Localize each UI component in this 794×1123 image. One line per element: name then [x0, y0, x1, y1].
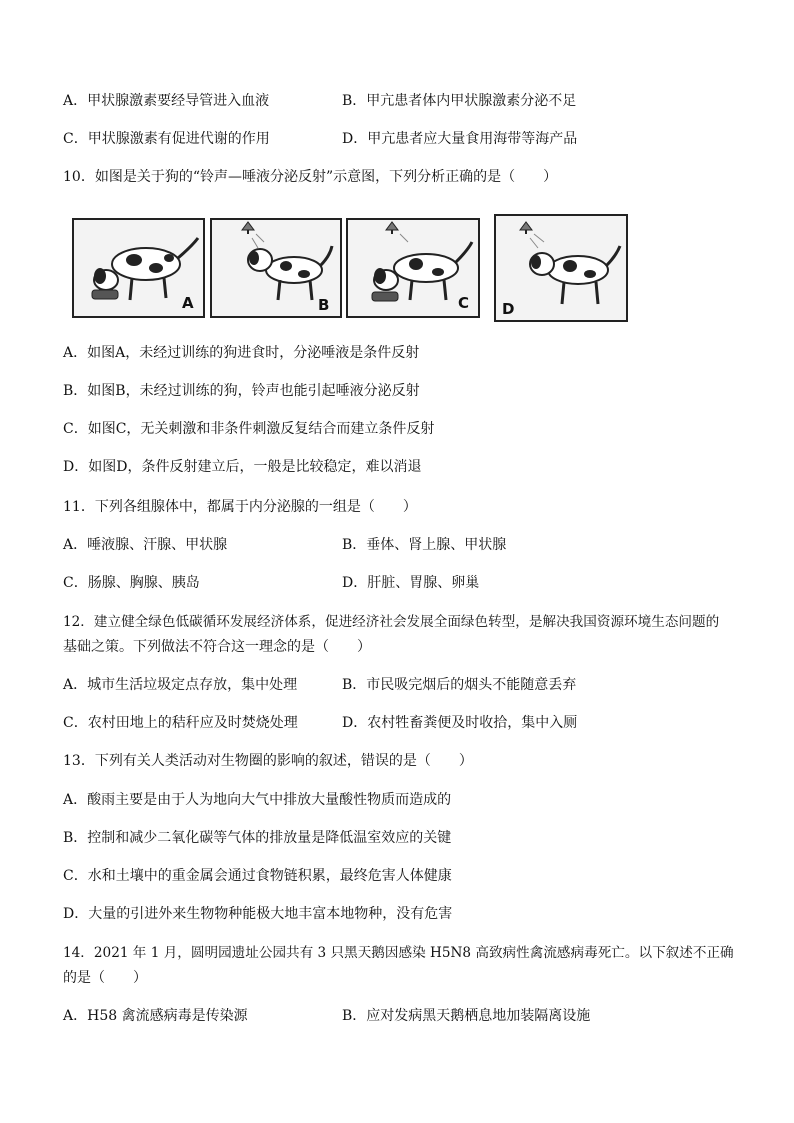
q12-option-d: D．农村牲畜粪便及时收拾，集中入厕	[342, 715, 578, 731]
q11-option-d: D．肝脏、胃腺、卵巢	[342, 575, 480, 591]
q14-option-b: B．应对发病黑天鹅栖息地加装隔离设施	[342, 1008, 591, 1024]
dog-eating-illustration	[74, 220, 203, 316]
figure-panel-d	[494, 214, 628, 322]
dog-bell-eating-illustration	[348, 220, 478, 316]
q12-stem-line2: 基础之策。下列做法不符合这一理念的是（ ）	[63, 639, 371, 655]
q9-option-a: A．甲状腺激素要经导管进入血液	[63, 93, 270, 109]
q11-stem: 11．下列各组腺体中，都属于内分泌腺的一组是（ ）	[63, 499, 417, 515]
q10-option-a: A．如图A，未经过训练的狗进食时，分泌唾液是条件反射	[63, 345, 420, 361]
figure-label-d: D	[502, 300, 515, 318]
q10-stem: 10．如图是关于狗的“铃声—唾液分泌反射”示意图，下列分析正确的是（ ）	[63, 169, 558, 185]
q14-stem-line2: 的是（ ）	[63, 970, 147, 986]
figure-panel-a	[72, 218, 205, 318]
q14-stem-line1: 14．2021 年 1 月，圆明园遗址公园共有 3 只黑天鹅因感染 H5N8 高致病性禽流感病毒死亡。以下叙述不正确	[63, 945, 734, 961]
q13-option-a: A．酸雨主要是由于人为地向大气中排放大量酸性物质而造成的	[63, 792, 452, 808]
figure-label-a: A	[182, 294, 194, 312]
q11-option-c: C．肠腺、胸腺、胰岛	[63, 575, 200, 591]
q12-option-a: A．城市生活垃圾定点存放，集中处理	[63, 677, 298, 693]
q13-option-d: D．大量的引进外来生物物种能极大地丰富本地物种，没有危害	[63, 906, 453, 922]
q12-option-c: C．农村田地上的秸秆应及时焚烧处理	[63, 715, 298, 731]
q9-option-d: D．甲亢患者应大量食用海带等海产品	[342, 131, 578, 147]
q9-option-b: B．甲亢患者体内甲状腺激素分泌不足	[342, 93, 577, 109]
q10-option-d: D．如图D，条件反射建立后，一般是比较稳定，难以消退	[63, 459, 422, 475]
q13-stem: 13．下列有关人类活动对生物圈的影响的叙述，错误的是（ ）	[63, 753, 473, 769]
q9-option-c: C．甲状腺激素有促进代谢的作用	[63, 131, 270, 147]
q11-option-a: A．唾液腺、汗腺、甲状腺	[63, 537, 228, 553]
q14-option-a: A．H58 禽流感病毒是传染源	[63, 1008, 248, 1024]
figure-panel-b	[210, 218, 342, 318]
q12-stem-line1: 12．建立健全绿色低碳循环发展经济体系，促进经济社会发展全面绿色转型，是解决我国资源环境生态问题的	[63, 614, 720, 630]
dog-bell-illustration	[212, 220, 340, 316]
q12-option-b: B．市民吸完烟后的烟头不能随意丢弃	[342, 677, 577, 693]
q13-option-c: C．水和土壤中的重金属会通过食物链积累，最终危害人体健康	[63, 868, 452, 884]
q10-option-c: C．如图C，无关刺激和非条件刺激反复结合而建立条件反射	[63, 421, 435, 437]
figure-panel-c	[346, 218, 480, 318]
figure-label-c: C	[458, 294, 470, 312]
q13-option-b: B．控制和减少二氧化碳等气体的排放量是降低温室效应的关键	[63, 830, 452, 846]
figure-label-b: B	[318, 296, 330, 314]
q10-option-b: B．如图B，未经过训练的狗，铃声也能引起唾液分泌反射	[63, 383, 420, 399]
dog-conditioned-illustration	[496, 216, 626, 320]
q11-option-b: B．垂体、肾上腺、甲状腺	[342, 537, 507, 553]
